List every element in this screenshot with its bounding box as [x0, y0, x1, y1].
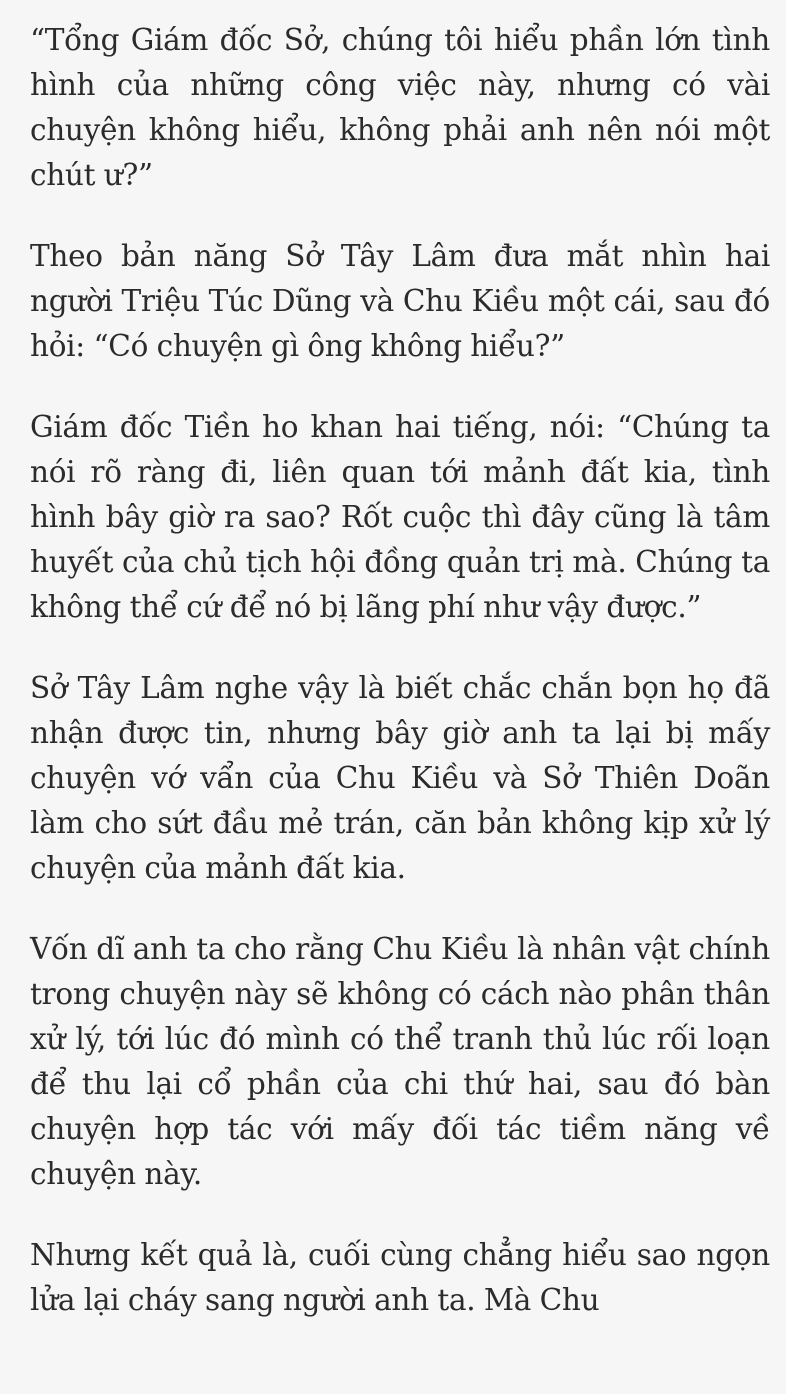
paragraph-2: Theo bản năng Sở Tây Lâm đưa mắt nhìn hai người Triệu Túc Dũng và Chu Kiều một cái, sau đó hỏi: “Có chuyện gì ông không hiểu?” — [30, 239, 770, 363]
paragraph-5: Vốn dĩ anh ta cho rằng Chu Kiều là nhân vật chính trong chuyện này sẽ không có cách nào phân thân xử lý, tới lúc đó mình có thể tranh thủ lúc rối loạn để thu lại cổ phần của chi thứ hai, sau đó bàn chuyện hợp tác với mấy đối tác tiềm năng về chuyện này. — [30, 932, 770, 1191]
paragraph-6: Nhưng kết quả là, cuối cùng chẳng hiểu sao ngọn lửa lại cháy sang người anh ta. Mà Chu — [30, 1238, 770, 1317]
paragraph-4: Sở Tây Lâm nghe vậy là biết chắc chắn bọn họ đã nhận được tin, nhưng bây giờ anh ta lại bị mấy chuyện vớ vẩn của Chu Kiều và Sở Thiên Doãn làm cho sứt đầu mẻ trán, căn bản không kịp xử lý chuyện của mảnh đất kia. — [30, 671, 770, 885]
paragraph-3: Giám đốc Tiền ho khan hai tiếng, nói: “Chúng ta nói rõ ràng đi, liên quan tới mảnh đất kia, tình hình bây giờ ra sao? Rốt cuộc thì đây cũng là tâm huyết của chủ tịch hội đồng quản trị mà. Chúng ta không thể cứ để nó bị lãng phí như vậy được.” — [30, 410, 770, 624]
paragraph-1: “Tổng Giám đốc Sở, chúng tôi hiểu phần lớn tình hình của những công việc này, nhưng có vài chuyện không hiểu, không phải anh nên nói một chút ư?” — [30, 23, 770, 192]
